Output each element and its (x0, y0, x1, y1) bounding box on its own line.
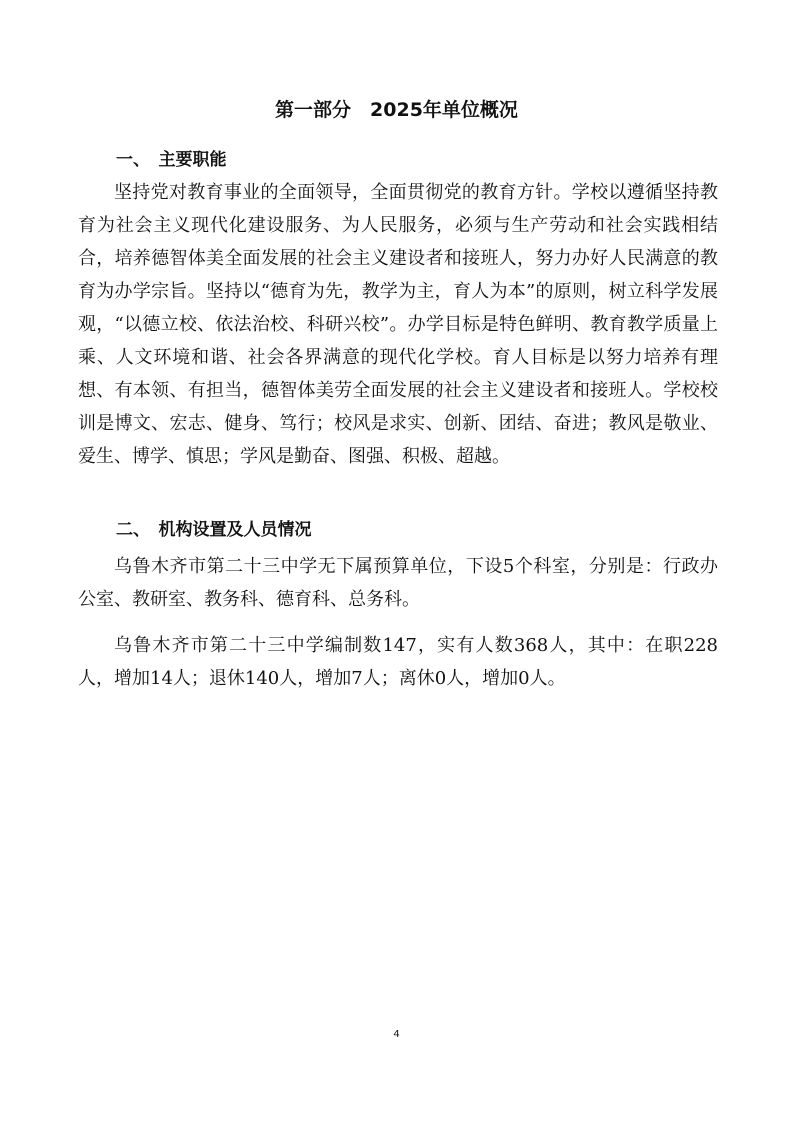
section-heading-main-functions: 一、 主要职能 (116, 150, 227, 170)
section-heading-organization-staff: 二、 机构设置及人员情况 (116, 520, 312, 540)
page-number: 4 (393, 1029, 400, 1040)
paragraph-main-functions: 坚持党对教育事业的全面领导，全面贯彻党的教育方针。学校以遵循坚持教育为社会主义现代化建设服务、为人民服务，必须与生产劳动和社会实践相结合，培养德智体美全面发展的社会主义建设者和接班人，努力办好人民满意的教育为办学宗旨。坚持以“德育为先，教学为主，育人为本”的原则，树立科学发展观，“以德立校、依法治校、科研兴校”。办学目标是特色鲜明、教育教学质量上乘、人文环境和谐、社会各界满意的现代化学校。育人目标是以努力培养有理想、有本领、有担当，德智体美劳全面发展的社会主义建设者和接班人。学校校训是博文、宏志、健身、笃行；校风是求实、创新、团结、奋进；教风是敬业、爱生、博学、慎思；学风是勤奋、图强、积极、超越。 (78, 182, 718, 467)
page-title: 第一部分 2025年单位概况 (275, 99, 518, 121)
paragraph-organization: 乌鲁木齐市第二十三中学无下属预算单位，下设5个科室，分别是：行政办公室、教研室、教务科、德育科、总务科。 (78, 556, 718, 610)
paragraph-staffing: 乌鲁木齐市第二十三中学编制数147，实有人数368人，其中：在职228人，增加14人；退休140人，增加7人；离休0人，增加0人。 (78, 635, 718, 689)
